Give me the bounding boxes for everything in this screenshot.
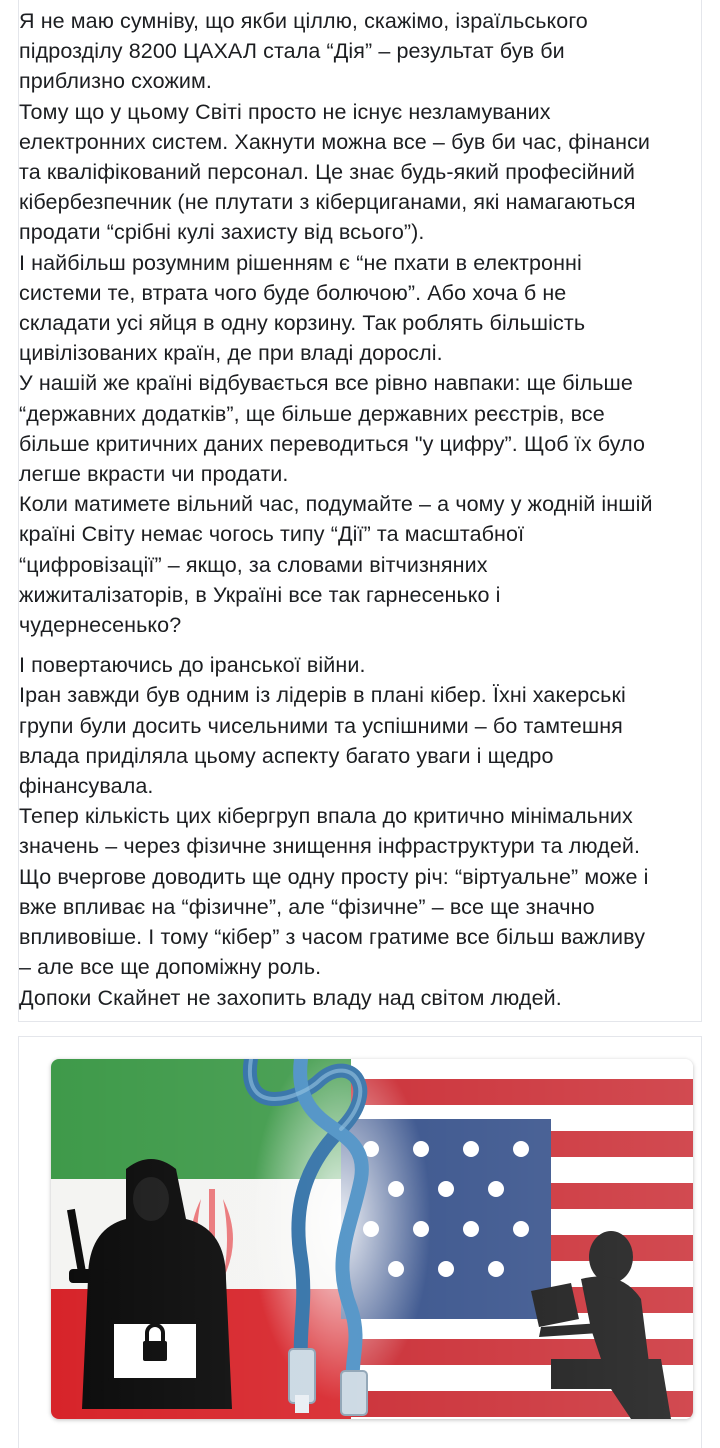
paragraph: І найбільш розумним рішенням є “не пхати в електронні системи те, втрата чого буде болючою”. Або хоча б не складати усі яйця в одну корзину. Так роблять більшість цивілізованих країн, де при владі дорослі. xyxy=(19,250,586,366)
post-image[interactable] xyxy=(51,1059,693,1419)
post-text xyxy=(19,6,703,1013)
paragraph: І повертаючись до іранської війни. xyxy=(19,653,366,678)
paragraph: Коли матимете вільний час, подумайте – а чому у жодній іншій країні Світу немає чогось типу “Дії” та масштабної “цифровізації” – якщо, за словами вітчизняних жижиталізаторів, в Україні все так гарнесенько і чудернесенько? xyxy=(19,492,653,638)
paragraph: Я не маю сумніву, що якби ціллю, скажімо, ізраїльського підрозділу 8200 ЦАХАЛ стала “Дія” – результат був би приблизно схожим. xyxy=(19,9,588,94)
cyber-illustration xyxy=(51,1059,693,1419)
post-media xyxy=(18,1036,702,1448)
paragraph: Допоки Скайнет не захопить владу над світом людей. xyxy=(19,985,562,1010)
paragraph: Іран завжди був одним із лідерів в плані кібер. Їхні хакерські групи були досить чисельними та успішними – бо тамтешня влада приділяла цьому аспекту багато уваги і щедро фінансувала. xyxy=(19,683,626,799)
paragraph: Тому що у цьому Світі просто не існує незламуваних електронних систем. Хакнути можна все – був би час, фінанси та кваліфікований персонал. Це знає будь-який професійний кібербезпечник (не плутати з кіберциганами, які намагаються продати “срібні кулі захисту від всього”). xyxy=(19,99,651,245)
paragraph: У нашій же країні відбувається все рівно навпаки: ще більше “державних додатків”, ще більше державних реєстрів, все більше критичних даних переводиться "у цифру”. Щоб їх було легше вкрасти чи продати. xyxy=(19,371,646,487)
paragraph: Тепер кількість цих кібергруп впала до критично мінімальних значень – через фізичне знищення інфраструктури та людей. Що вчергове доводить ще одну просту річ: “віртуальне” може і вже впливає на “фізичне”, але “фізичне” – все ще значно впливовіше. І тому “кібер” з часом гратиме все більш важливу – але все ще допоміжну роль. xyxy=(19,804,649,980)
post-card xyxy=(18,0,702,1022)
